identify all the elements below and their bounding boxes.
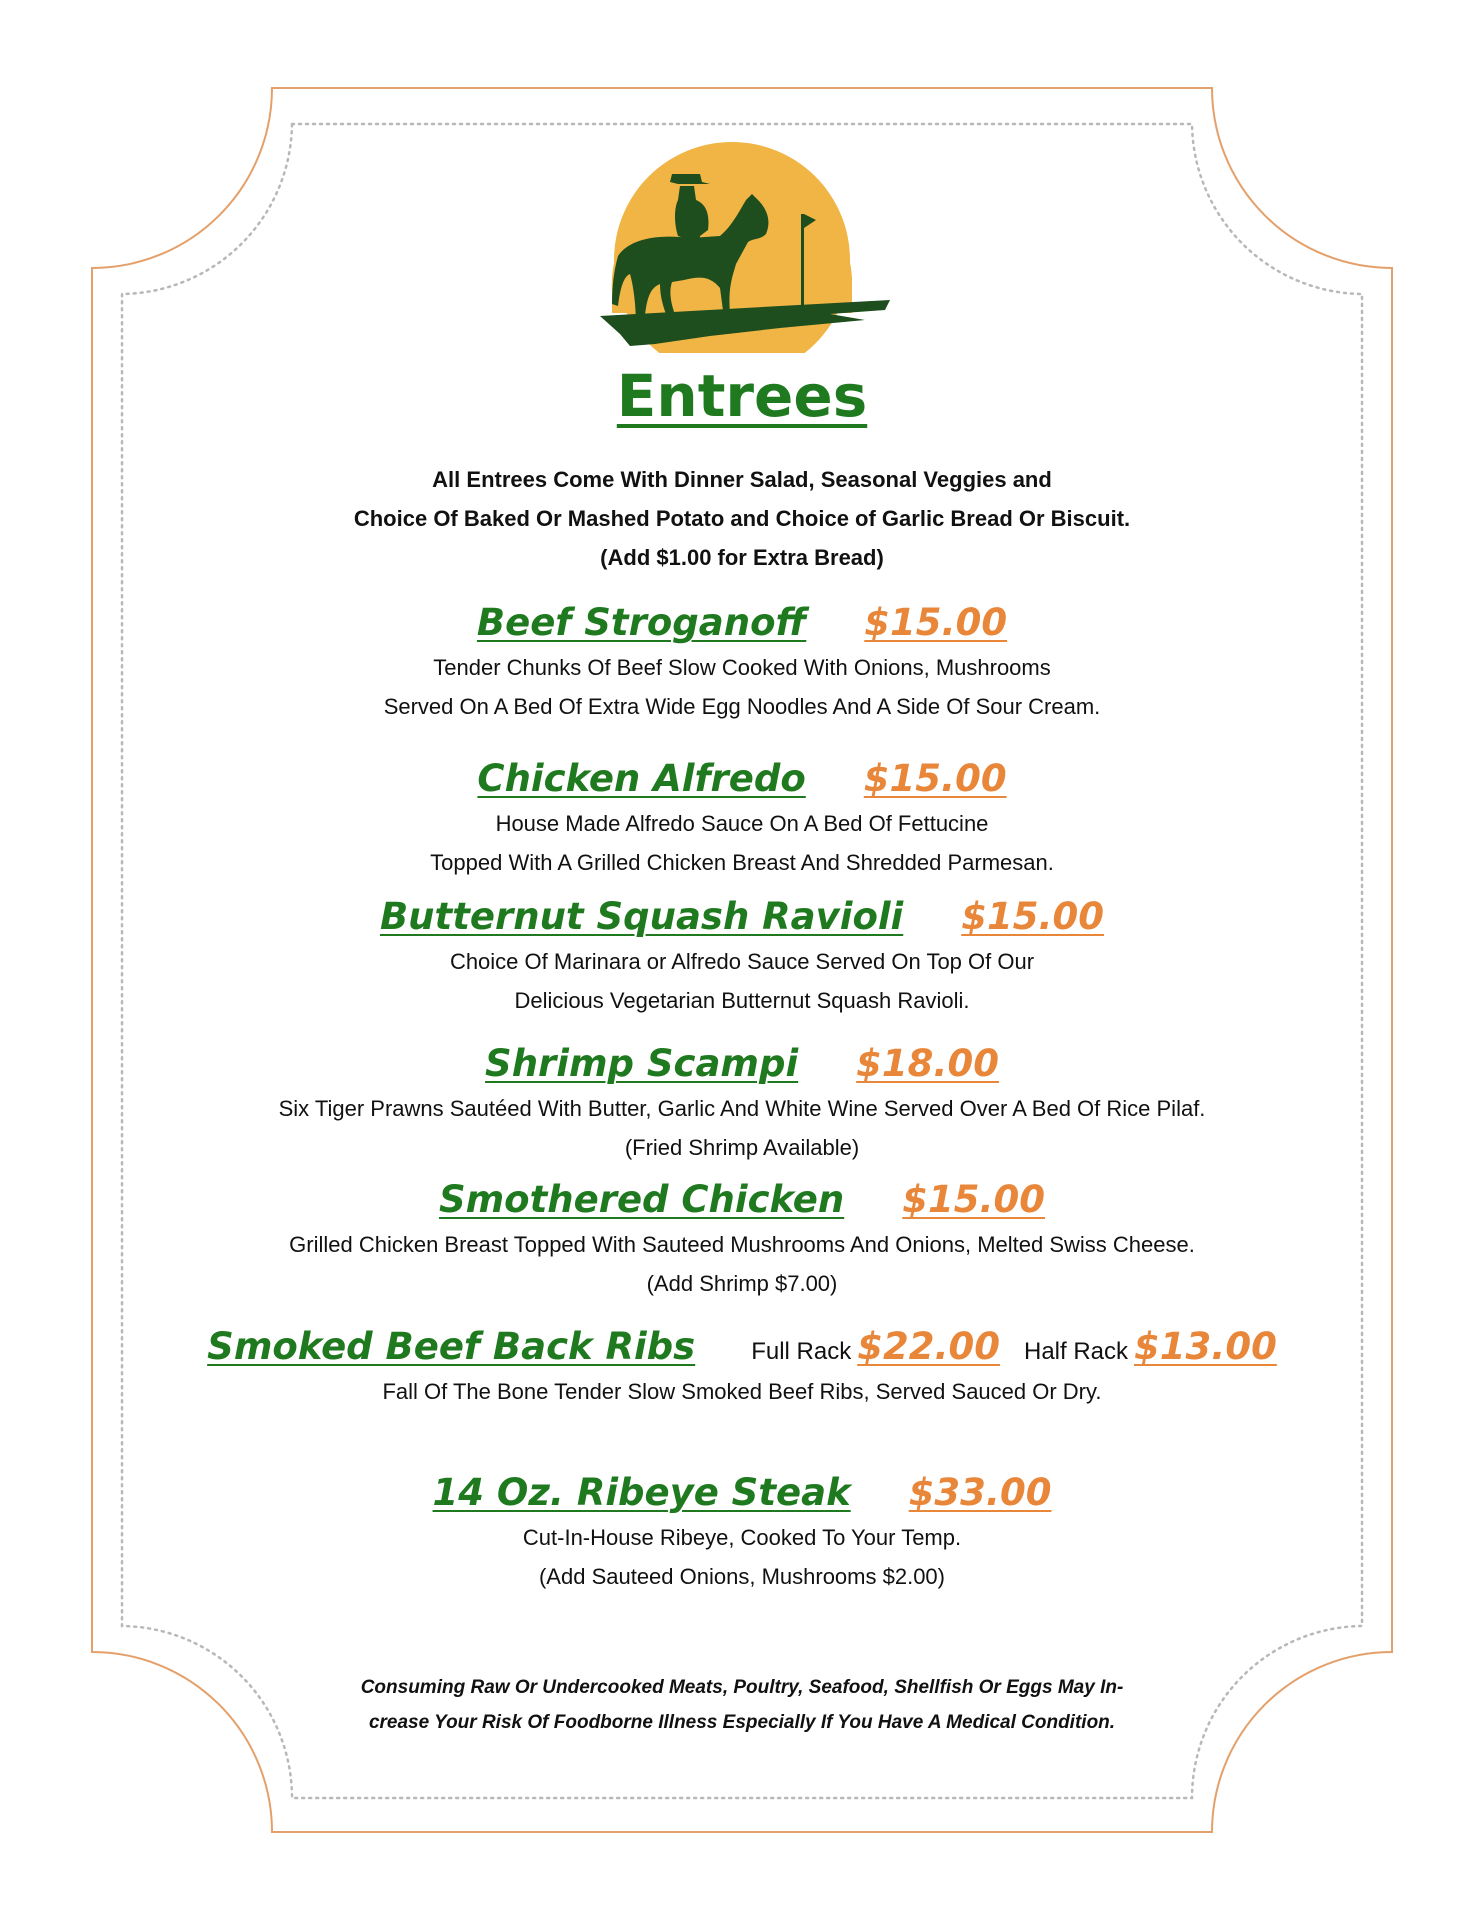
menu-item-beef-stroganoff — [0, 598, 1484, 726]
menu-item-header — [0, 1322, 1484, 1372]
page-title: Entrees — [616, 362, 868, 430]
menu-item-header — [0, 598, 1484, 648]
menu-item-description: (Add Sauteed Onions, Mushrooms $2.00) — [538, 1564, 945, 1589]
menu-item-description: Tender Chunks Of Beef Slow Cooked With Onions, Mushrooms — [433, 655, 1051, 680]
menu-item-description: Six Tiger Prawns Sautéed With Butter, Garlic And White Wine Served Over A Bed Of Rice Pilaf. — [278, 1096, 1206, 1121]
half-rack-price-group — [1024, 1322, 1277, 1377]
menu-item-description: (Add Shrimp $7.00) — [646, 1271, 838, 1296]
menu-item-name: Beef Stroganoff — [476, 601, 807, 644]
cowboy-horse-sunset-logo-icon — [560, 138, 900, 353]
disclaimer-line: Consuming Raw Or Undercooked Meats, Poultry, Seafood, Shellfish Or Eggs May In- — [360, 1677, 1124, 1698]
intro-line: Choice Of Baked Or Mashed Potato and Choice of Garlic Bread Or Biscuit. — [353, 506, 1131, 531]
menu-item-header — [0, 1468, 1484, 1518]
menu-item-header — [0, 892, 1484, 942]
menu-item-header — [0, 1039, 1484, 1089]
menu-item-price: $15.00 — [863, 757, 1007, 800]
menu-item-description: Topped With A Grilled Chicken Breast And Shredded Parmesan. — [430, 850, 1054, 875]
menu-item-name: Butternut Squash Ravioli — [379, 895, 904, 938]
menu-item-description: Delicious Vegetarian Butternut Squash Ravioli. — [514, 988, 970, 1013]
menu-item-shrimp-scampi — [0, 1039, 1484, 1167]
menu-item-name: 14 Oz. Ribeye Steak — [432, 1471, 851, 1514]
half-rack-label: Half Rack — [1024, 1338, 1129, 1365]
menu-item-name: Shrimp Scampi — [485, 1042, 799, 1085]
menu-item-header — [0, 754, 1484, 804]
intro-line: All Entrees Come With Dinner Salad, Seasonal Veggies and — [432, 467, 1052, 492]
menu-item-description: Choice Of Marinara or Alfredo Sauce Served On Top Of Our — [449, 949, 1035, 974]
menu-item-chicken-alfredo — [0, 754, 1484, 882]
half-rack-price: $13.00 — [1134, 1325, 1277, 1368]
menu-item-description: Fall Of The Bone Tender Slow Smoked Beef Ribs, Served Sauced Or Dry. — [382, 1379, 1102, 1404]
menu-item-name: Smoked Beef Back Ribs — [207, 1325, 696, 1368]
menu-item-price: $15.00 — [961, 895, 1105, 938]
menu-item-description: (Fried Shrimp Available) — [624, 1135, 860, 1160]
menu-item-price: $15.00 — [864, 601, 1008, 644]
menu-item-description: House Made Alfredo Sauce On A Bed Of Fettucine — [495, 811, 989, 836]
intro-text — [0, 460, 1484, 577]
menu-item-butternut-squash-ravioli — [0, 892, 1484, 1020]
menu-item-price: $15.00 — [902, 1178, 1046, 1221]
menu-item-price: $33.00 — [908, 1471, 1052, 1514]
menu-item-description: Grilled Chicken Breast Topped With Sauteed Mushrooms And Onions, Melted Swiss Cheese. — [289, 1232, 1195, 1257]
full-rack-label: Full Rack — [751, 1338, 852, 1365]
menu-item-ribeye-steak — [0, 1468, 1484, 1596]
flag-pole — [801, 214, 804, 310]
menu-item-description: Cut-In-House Ribeye, Cooked To Your Temp. — [522, 1525, 962, 1550]
disclaimer-line: crease Your Risk Of Foodborne Illness Especially If You Have A Medical Condition. — [368, 1712, 1116, 1733]
full-rack-price-group — [751, 1322, 1000, 1377]
menu-item-price: $18.00 — [856, 1042, 999, 1085]
intro-line: (Add $1.00 for Extra Bread) — [600, 545, 884, 570]
food-safety-disclaimer — [0, 1670, 1484, 1740]
menu-item-header — [0, 1175, 1484, 1225]
menu-item-smoked-beef-back-ribs — [0, 1322, 1484, 1411]
menu-item-name: Smothered Chicken — [438, 1178, 845, 1221]
menu-item-description: Served On A Bed Of Extra Wide Egg Noodles And A Side Of Sour Cream. — [383, 694, 1101, 719]
menu-item-smothered-chicken — [0, 1175, 1484, 1303]
menu-item-name: Chicken Alfredo — [477, 757, 806, 800]
full-rack-price: $22.00 — [857, 1325, 1000, 1368]
rack-prices — [751, 1322, 1277, 1377]
